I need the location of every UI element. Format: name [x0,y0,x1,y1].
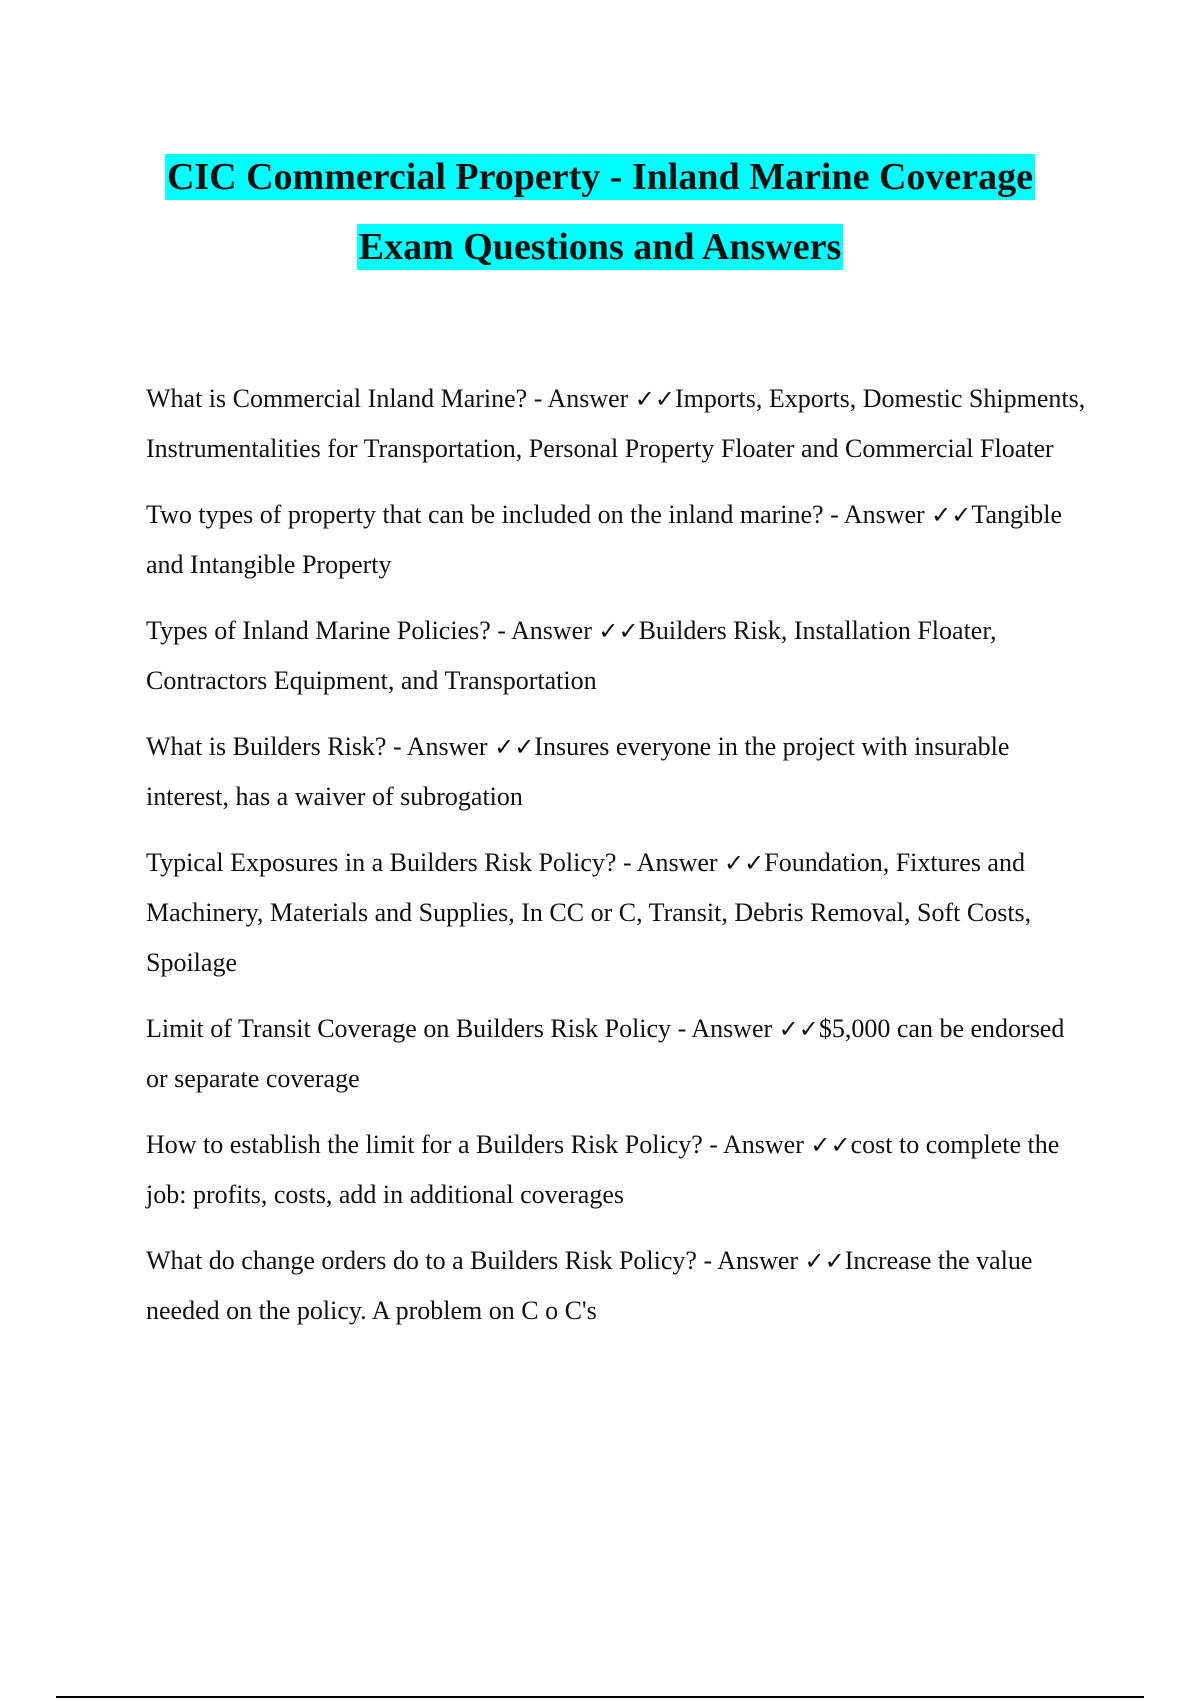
footer-divider [56,1696,1144,1698]
answer-separator: - Answer [671,1014,779,1043]
check-icon: ✓✓ [778,1015,819,1043]
question-text: Two types of property that can be included on the inland marine? [146,500,824,529]
check-icon: ✓✓ [494,733,535,761]
answer-text: $5,000 can be endorsed or separate coverage [146,1014,1065,1093]
answer-separator: - Answer [696,1246,805,1275]
qa-item [146,722,1092,822]
check-icon: ✓✓ [634,385,676,413]
document-title [0,142,1200,282]
answer-text: Increase the value needed on the policy. A problem on C o C's [146,1246,1033,1325]
question-text: What is Builders Risk? [146,732,387,761]
answer-text: Imports, Exports, Domestic Shipments, Instrumentalities for Transportation, Personal Property Floater and Commercial Floater [146,384,1086,463]
question-text: Typical Exposures in a Builders Risk Policy? [146,848,617,877]
answer-separator: - Answer [616,848,725,877]
answer-text: Insures everyone in the project with insurable interest, has a waiver of subrogation [146,732,1010,811]
answer-separator: - Answer [702,1130,811,1159]
qa-item [146,838,1092,988]
check-icon: ✓✓ [810,1131,851,1159]
qa-item [146,1120,1092,1220]
title-line-1: CIC Commercial Property - Inland Marine Coverage [166,156,1034,198]
answer-text: Builders Risk, Installation Floater, Contractors Equipment, and Transportation [146,616,997,695]
answer-separator: - Answer [527,384,635,413]
answer-separator: - Answer [823,500,932,529]
question-text: How to establish the limit for a Builders Risk Policy? [146,1130,703,1159]
question-text: What do change orders do to a Builders Risk Policy? [146,1246,697,1275]
question-text: Types of Inland Marine Policies? [146,616,491,645]
answer-text: Tangible and Intangible Property [146,500,1062,579]
check-icon: ✓✓ [724,849,765,877]
check-icon: ✓✓ [804,1247,845,1275]
qa-item [146,606,1092,706]
qa-item [146,490,1092,590]
qa-item [146,1004,1092,1104]
answer-separator: - Answer [386,732,495,761]
qa-item [146,1236,1092,1336]
check-icon: ✓✓ [598,617,639,645]
qa-item [146,374,1092,474]
title-line-2: Exam Questions and Answers [358,226,842,268]
question-text: What is Commercial Inland Marine? [146,384,528,413]
answer-text: cost to complete the job: profits, costs, add in additional coverages [146,1130,1060,1209]
check-icon: ✓✓ [931,501,972,529]
answer-separator: - Answer [490,616,599,645]
question-text: Limit of Transit Coverage on Builders Risk Policy [146,1014,672,1043]
qa-list [146,374,1092,1352]
answer-text: Foundation, Fixtures and Machinery, Materials and Supplies, In CC or C, Transit, Debris Removal, Soft Costs, Spoilage [146,848,1032,977]
